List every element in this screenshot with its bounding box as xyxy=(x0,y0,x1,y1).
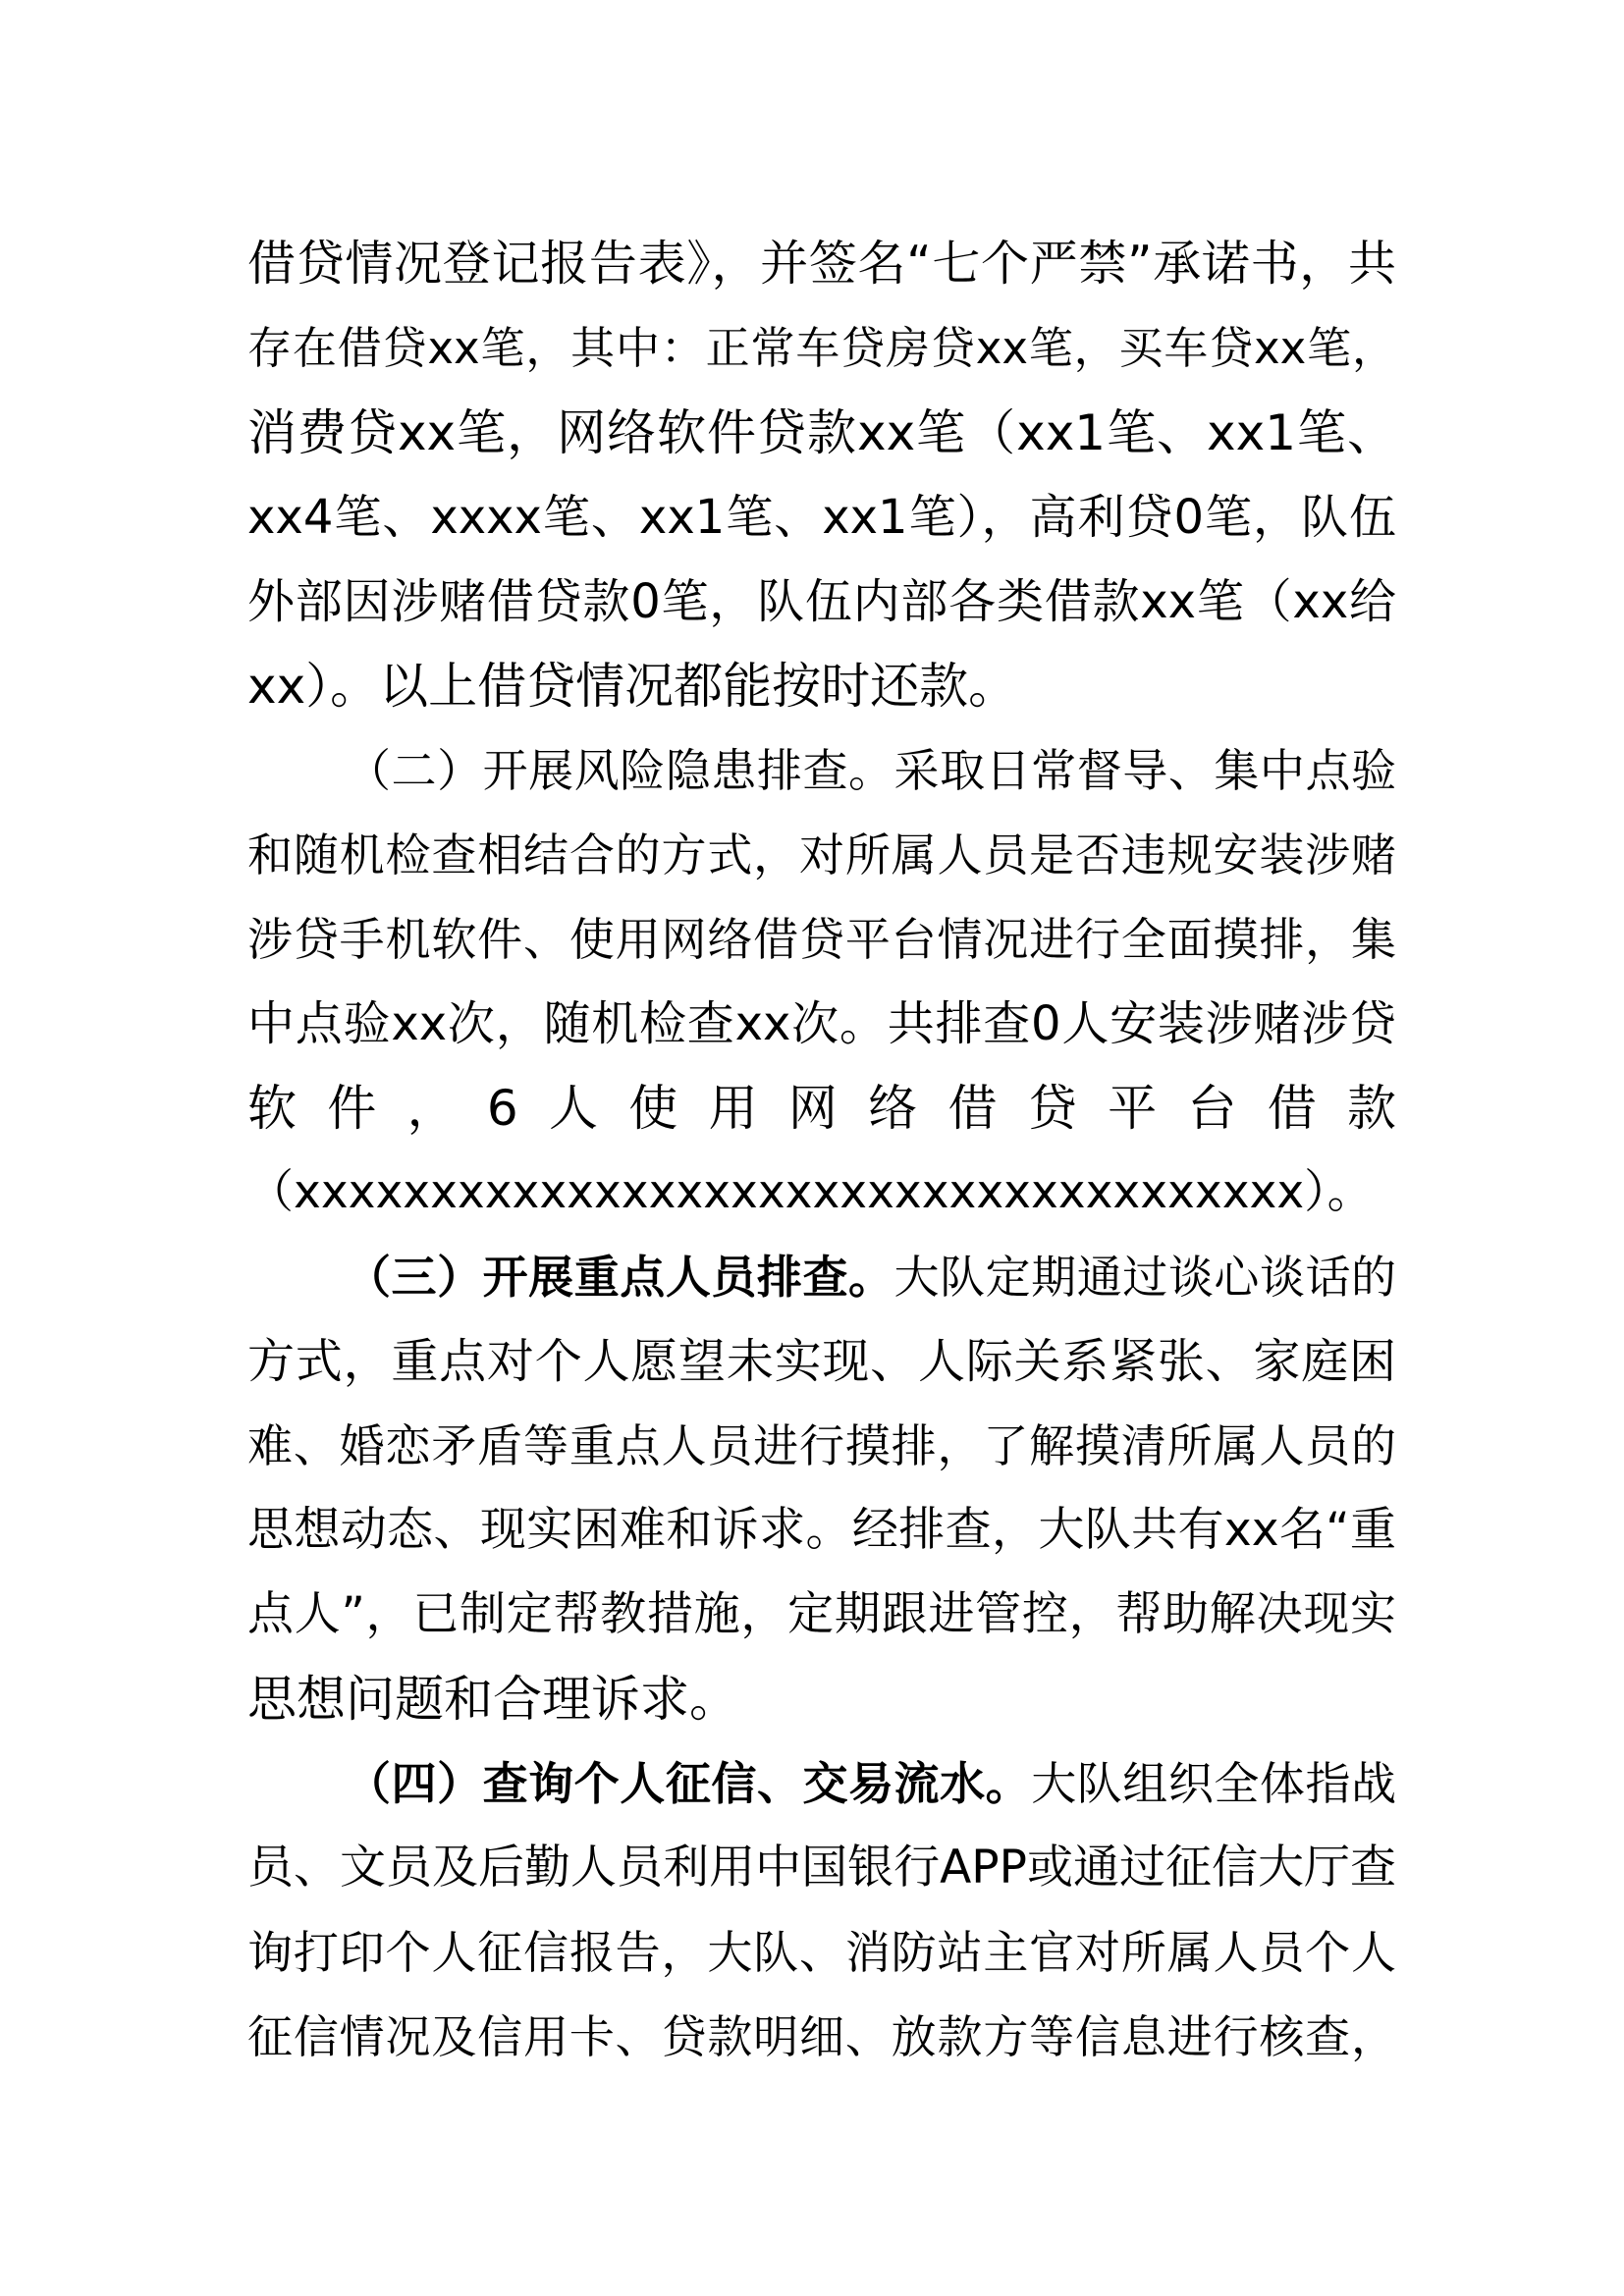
para3-line-4: 思想动态、现实困难和诉求。经排查，大队共有xx名“重 xyxy=(247,1503,1396,1557)
para3-line-1 xyxy=(346,1235,1396,1319)
para2-line-6: （xxxxxxxxxxxxxxxxxxxxxxxxxxxxxxxxxxxxx）。 xyxy=(247,1165,1374,1219)
para1-line-2: 存在借贷xx笔，其中：正常车贷房贷xx笔，买车贷xx笔， xyxy=(247,322,1396,374)
para1-line-6: xx）。以上借贷情况都能按时还款。 xyxy=(247,658,1018,715)
para1-line-5: 外部因涉赌借贷款0笔，队伍内部各类借款xx笔（xx给 xyxy=(247,574,1396,629)
para4-line-1 xyxy=(346,1741,1396,1826)
para1-line-3: 消费贷xx笔，网络软件贷款xx笔（xx1笔、xx1笔、 xyxy=(247,404,1396,461)
para3-heading: （三）开展重点人员排查。 xyxy=(346,1251,894,1304)
para2-line-3: 涉贷手机软件、使用网络借贷平台情况进行全面摸排，集 xyxy=(247,913,1396,966)
para4-line-4: 征信情况及信用卡、贷款明细、放款方等信息进行核查， xyxy=(247,2010,1396,2063)
para4-line-2: 员、文员及后勤人员利用中国银行APP或通过征信大厅查 xyxy=(247,1841,1396,1895)
para2-line-5: 软件，6人使用网络借贷平台借款 xyxy=(247,1080,1396,1137)
para3-first-line-text: 大队定期通过谈心谈话的 xyxy=(893,1251,1396,1304)
para3-line-5: 点人”，已制定帮教措施，定期跟进管控，帮助解决现实 xyxy=(247,1587,1396,1641)
para1-line-4: xx4笔、xxxx笔、xx1笔、xx1笔），高利贷0笔，队伍 xyxy=(247,490,1396,545)
para4-heading: （四）查询个人征信、交易流水。 xyxy=(346,1757,1032,1810)
para3-line-6: 思想问题和合理诉求。 xyxy=(247,1671,738,1728)
para3-line-2: 方式，重点对个人愿望未实现、人际关系紧张、家庭困 xyxy=(247,1334,1396,1389)
para2-line-4: 中点验xx次，随机检查xx次。共排查0人安装涉赌涉贷 xyxy=(247,996,1396,1051)
para3-line-3: 难、婚恋矛盾等重点人员进行摸排，了解摸清所属人员的 xyxy=(247,1419,1396,1472)
para1-line-1: 借贷情况登记报告表》，并签名“七个严禁”承诺书，共 xyxy=(247,236,1396,292)
para2-line-2: 和随机检查相结合的方式，对所属人员是否违规安装涉赌 xyxy=(247,828,1396,881)
para4-first-line-text: 大队组织全体指战 xyxy=(1031,1757,1396,1810)
para2-line-1: （二）开展风险隐患排查。采取日常督导、集中点验 xyxy=(346,744,1396,797)
para4-line-3: 询打印个人征信报告，大队、消防站主官对所属人员个人 xyxy=(247,1926,1396,1979)
